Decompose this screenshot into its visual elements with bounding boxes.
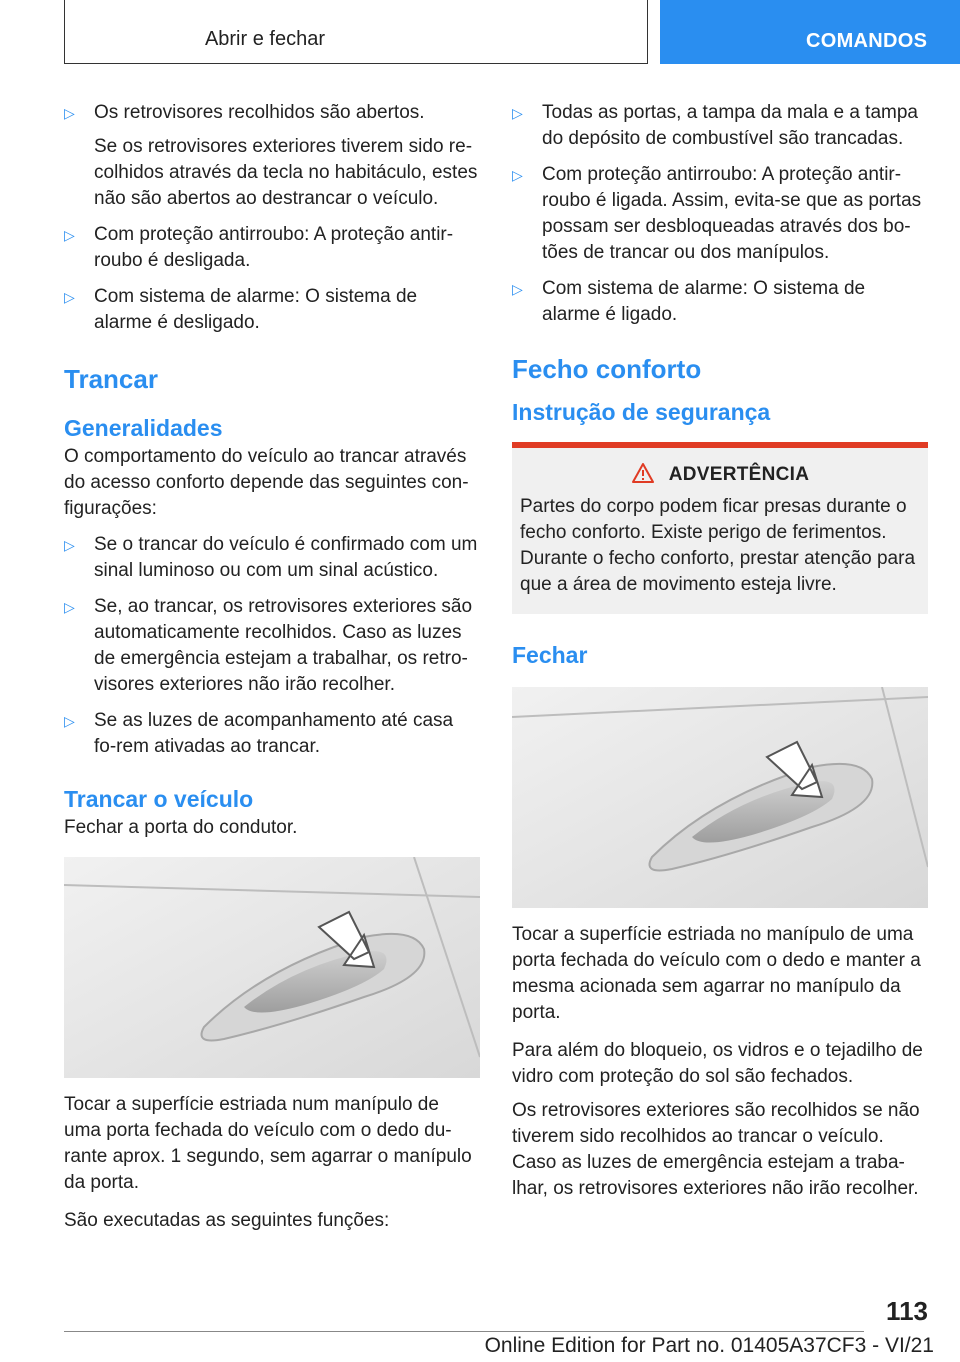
left-column xyxy=(64,100,480,1234)
funcoes-text: São executadas as seguintes funções: xyxy=(64,1210,390,1231)
para-vidros: Para além do bloqueio, os vidros e o tejadilho de vidro com proteção do sol são fechados. xyxy=(512,1040,923,1087)
list-item: ▷ Se o trancar do veículo é confirmado com um sinal luminoso ou com um sinal acústico. xyxy=(64,532,480,584)
header-section-title: Abrir e fechar xyxy=(204,28,325,50)
door-handle-photo xyxy=(64,857,480,1078)
heading-fechar: Fechar xyxy=(512,642,588,668)
list-item: ▷ Se as luzes de acompanhamento até casa fo-rem ativadas ao trancar. xyxy=(64,708,480,760)
list-item: ▷ Com sistema de alarme: O sistema de alarme é ligado. xyxy=(512,276,928,328)
door-handle-illustration xyxy=(512,687,928,908)
page-number: 113 xyxy=(886,1296,928,1326)
warning-box xyxy=(512,442,928,614)
right-column xyxy=(512,100,928,1202)
heading-generalidades: Generalidades xyxy=(64,415,223,441)
heading-trancar: Trancar xyxy=(64,364,158,394)
list-item: ▷ Todas as portas, a tampa da mala e a tampa do depósito de combustível são trancadas. xyxy=(512,100,928,152)
heading-instrucao: Instrução de segurança xyxy=(512,399,771,425)
list-item: ▷ Se, ao trancar, os retrovisores exteriores são automaticamente recolhidos. Caso as luzes de emergência estejam a trabalhar, os retro-visores exteriores não irão recolher. xyxy=(64,594,480,698)
list-item-note: Se os retrovisores exteriores tiverem sido re-colhidos através da tecla no habitáculo, estes não são abertos ao destrancar o veículo. xyxy=(94,136,478,209)
header-chapter-tab[interactable]: COMANDOS xyxy=(660,0,960,64)
trancar-veiculo-text: Fechar a porta do condutor. xyxy=(64,817,298,838)
header-section-box xyxy=(64,0,648,64)
door-handle-illustration xyxy=(64,857,480,1078)
list-item: ▷ Com proteção antirroubo: A proteção antir-roubo é ligada. Assim, evita-se que as portas possam ser desbloqueadas através dos bo-tões de trancar ou dos manípulos. xyxy=(512,162,928,266)
heading-fecho-conforto: Fecho conforto xyxy=(512,354,702,384)
left-caption: Tocar a superfície estriada num manípulo de uma porta fechada do veículo com o dedo du-rante aprox. 1 segundo, sem agarrar o manípulo da porta. xyxy=(64,1094,472,1193)
warning-text: Partes do corpo podem ficar presas durante o fecho conforto. Existe perigo de ferimentos. Durante o fecho conforto, prestar atenção para que a área de movimento esteja livre. xyxy=(520,496,916,595)
list-item: ▷ Os retrovisores recolhidos são abertos. xyxy=(64,100,480,126)
footer-divider xyxy=(64,1331,864,1332)
warning-title-row xyxy=(520,462,920,486)
list-item: ▷ Com proteção antirroubo: A proteção antir-roubo é desligada. xyxy=(64,222,480,274)
warning-title: ADVERTÊNCIA xyxy=(668,464,810,485)
warning-triangle-icon xyxy=(631,462,655,484)
door-handle-photo xyxy=(512,687,928,908)
heading-trancar-veiculo: Trancar o veículo xyxy=(64,786,254,812)
list-item: ▷ Com sistema de alarme: O sistema de alarme é desligado. xyxy=(64,284,480,336)
generalidades-text: O comportamento do veículo ao trancar através do acesso conforto depende das seguintes con-figurações: xyxy=(64,446,469,519)
para-retrovisores: Os retrovisores exteriores são recolhidos se não tiverem sido recolhidos ao trancar o veículo. Caso as luzes de emergência estejam a traba-lhar, os retrovisores exteriores não irão recolher. xyxy=(512,1100,920,1199)
footer-edition: Online Edition for Part no. 01405A37CF3 - VI/21 xyxy=(484,1334,934,1357)
right-caption: Tocar a superfície estriada no manípulo de uma porta fechada do veículo com o dedo e manter a mesma acionada sem agarrar no manípulo da porta. xyxy=(512,924,921,1023)
